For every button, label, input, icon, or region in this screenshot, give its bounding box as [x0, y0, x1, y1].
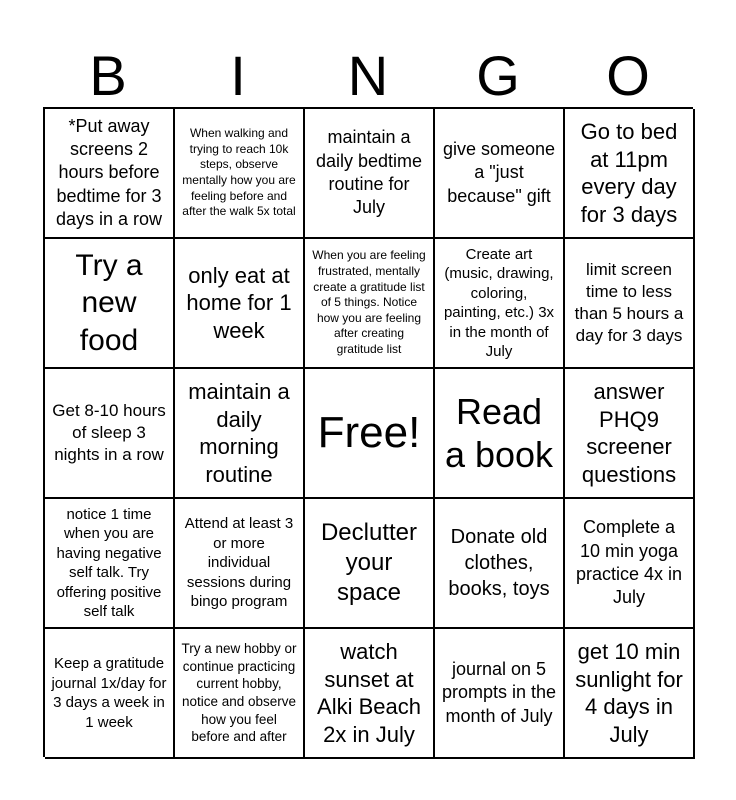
bingo-cell-r3-c2[interactable]: maintain a daily morning routine [175, 369, 305, 499]
bingo-board [43, 107, 693, 757]
bingo-cell-r5-c4[interactable]: journal on 5 prompts in the month of July [435, 629, 565, 759]
bingo-cell-r5-c1[interactable]: Keep a gratitude journal 1x/day for 3 days a week in 1 week [45, 629, 175, 759]
bingo-cell-r1-c3[interactable]: maintain a daily bedtime routine for July [305, 109, 435, 239]
bingo-cell-r2-c2[interactable]: only eat at home for 1 week [175, 239, 305, 369]
bingo-cell-r4-c1[interactable]: notice 1 time when you are having negative self talk. Try offering positive self talk [45, 499, 175, 629]
bingo-cell-r5-c3[interactable]: watch sunset at Alki Beach 2x in July [305, 629, 435, 759]
bingo-header [43, 45, 693, 107]
bingo-cell-r5-c2[interactable]: Try a new hobby or continue practicing current hobby, notice and observe how you feel before and after [175, 629, 305, 759]
bingo-cell-r3-c3-free[interactable]: Free! [305, 369, 435, 499]
bingo-cell-r4-c5[interactable]: Complete a 10 min yoga practice 4x in July [565, 499, 695, 629]
bingo-cell-r2-c5[interactable]: limit screen time to less than 5 hours a day for 3 days [565, 239, 695, 369]
bingo-cell-r4-c4[interactable]: Donate old clothes, books, toys [435, 499, 565, 629]
header-letter-i: I [230, 44, 246, 107]
bingo-cell-r4-c2[interactable]: Attend at least 3 or more individual sessions during bingo program [175, 499, 305, 629]
bingo-cell-r3-c1[interactable]: Get 8-10 hours of sleep 3 nights in a row [45, 369, 175, 499]
bingo-cell-r1-c2[interactable]: When walking and trying to reach 10k steps, observe mentally how you are feeling before and after the walk 5x total [175, 109, 305, 239]
bingo-cell-r2-c3[interactable]: When you are feeling frustrated, mentally create a gratitude list of 5 things. Notice how you are feeling after creating gratitude list [305, 239, 435, 369]
bingo-cell-r5-c5[interactable]: get 10 min sunlight for 4 days in July [565, 629, 695, 759]
bingo-cell-r3-c5[interactable]: answer PHQ9 screener questions [565, 369, 695, 499]
bingo-cell-r1-c4[interactable]: give someone a "just because" gift [435, 109, 565, 239]
bingo-cell-r1-c5[interactable]: Go to bed at 11pm every day for 3 days [565, 109, 695, 239]
bingo-cell-r3-c4[interactable]: Read a book [435, 369, 565, 499]
bingo-cell-r2-c1[interactable]: Try a new food [45, 239, 175, 369]
header-letter-n: N [347, 44, 389, 107]
bingo-cell-r4-c3[interactable]: Declutter your space [305, 499, 435, 629]
header-letter-g: G [476, 44, 520, 107]
bingo-cell-r2-c4[interactable]: Create art (music, drawing, coloring, painting, etc.) 3x in the month of July [435, 239, 565, 369]
header-letter-o: O [606, 44, 650, 107]
bingo-cell-r1-c1[interactable]: *Put away screens 2 hours before bedtime for 3 days in a row [45, 109, 175, 239]
header-letter-b: B [89, 44, 127, 107]
